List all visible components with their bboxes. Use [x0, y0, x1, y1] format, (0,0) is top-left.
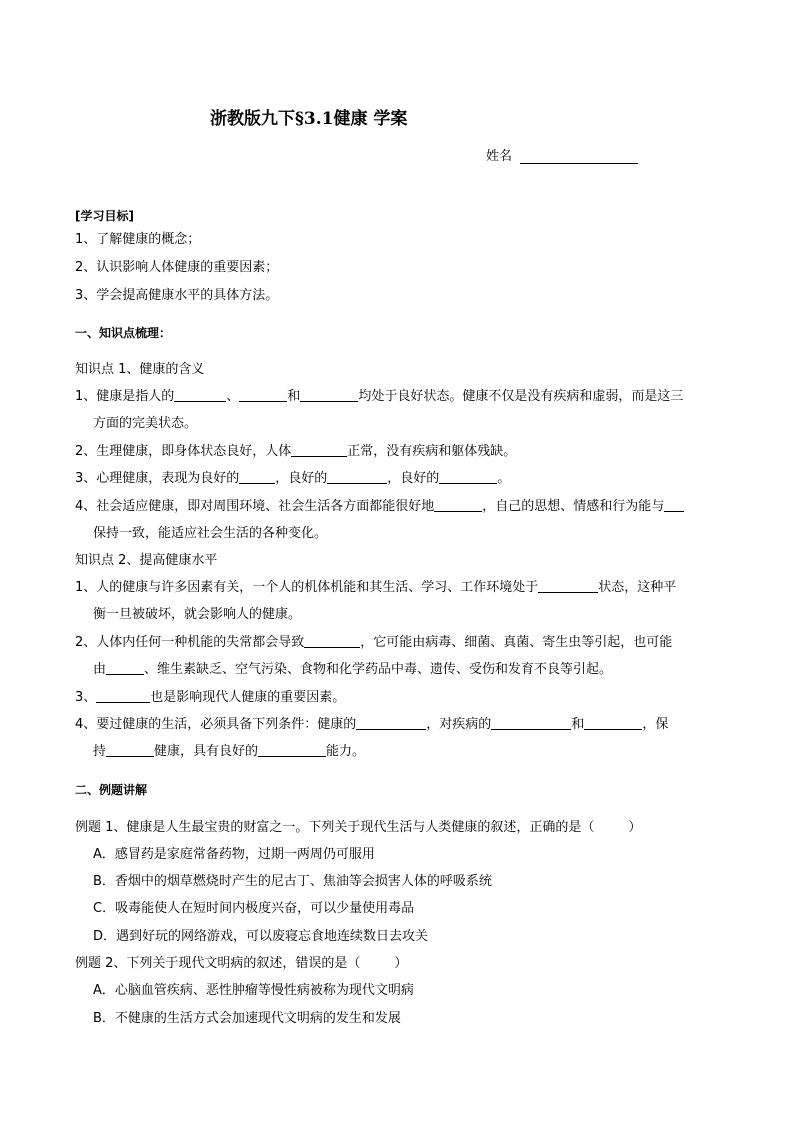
- example-1-option-b: B．香烟中的烟草燃烧时产生的尼古丁、焦油等会损害人体的呼吸系统: [93, 874, 492, 889]
- question-text: 持: [93, 744, 107, 759]
- example-2-option-a: A．心脑血管疾病、恶性肿瘤等慢性病被称为现代文明病: [93, 983, 414, 998]
- question-text: 和: [287, 389, 301, 404]
- kp2-question-1: [75, 578, 676, 598]
- knowledge-point-1-title: 知识点 1、健康的含义: [75, 362, 205, 377]
- kp1-question-3: [75, 469, 510, 489]
- example-1-option-c: C．吸毒能使人在短时间内极度兴奋，可以少量使用毒品: [93, 901, 415, 916]
- question-text: 例题 1、健康是人生最宝贵的财富之一。下列关于现代生活与人类健康的叙述，正确的是（: [75, 820, 595, 835]
- question-text: ，良好的: [387, 471, 440, 486]
- question-text: 能力。: [326, 744, 366, 759]
- question-text: 4、社会适应健康，即对周围环境、社会生活各方面都能很好地: [75, 499, 435, 514]
- kp2-question-2-cont: [93, 660, 612, 680]
- question-text: 1、人的健康与许多因素有关，一个人的机体机能和其生活、学习、工作环境处于: [75, 580, 539, 595]
- example-2-option-b: B．不健康的生活方式会加速现代文明病的发生和发展: [93, 1011, 401, 1026]
- question-text: 。: [497, 471, 511, 486]
- fill-blank[interactable]: [664, 497, 684, 512]
- name-field-row: [486, 145, 638, 164]
- question-text: 、维生素缺乏、空气污染、食物和化学药品中毒、遗传、受伤和发育不良等引起。: [144, 662, 613, 677]
- question-text: 正常，没有疾病和躯体残缺。: [347, 444, 517, 459]
- fill-blank[interactable]: [106, 742, 154, 757]
- question-text: 健康，具有良好的: [154, 744, 259, 759]
- fill-blank[interactable]: [96, 688, 150, 703]
- question-text: 1、健康是指人的: [75, 389, 175, 404]
- section-1-heading: 一、知识点梳理：: [75, 326, 172, 340]
- question-text: 和: [571, 717, 585, 732]
- fill-blank[interactable]: [174, 387, 226, 402]
- fill-blank[interactable]: [239, 387, 287, 402]
- question-text: 、: [226, 389, 240, 404]
- name-label: 姓名: [486, 149, 513, 164]
- fill-blank[interactable]: [327, 469, 387, 484]
- example-2-question: [75, 954, 407, 974]
- objective-item: 3、学会提高健康水平的具体方法。: [75, 288, 279, 303]
- question-text: 2、生理健康，即身体状态良好，人体: [75, 444, 292, 459]
- fill-blank[interactable]: [491, 715, 571, 730]
- example-1-option-d: D．遇到好玩的网络游戏，可以废寝忘食地连续数日去攻关: [93, 929, 429, 944]
- fill-blank[interactable]: [304, 633, 360, 648]
- question-text: 也是影响现代人健康的重要因素。: [150, 690, 346, 705]
- fill-blank[interactable]: [300, 387, 358, 402]
- question-text: ，它可能由病毒、细菌、真菌、寄生虫等引起，也可能: [360, 635, 673, 650]
- question-text: ，良好的: [275, 471, 328, 486]
- question-text: ）: [628, 820, 642, 835]
- question-text: 2、人体内任何一种机能的失常都会导致: [75, 635, 305, 650]
- kp2-question-4: [75, 715, 668, 735]
- kp1-question-4: [75, 497, 684, 517]
- knowledge-point-2-title: 知识点 2、提高健康水平: [75, 553, 218, 568]
- kp2-question-3: [75, 688, 345, 708]
- kp1-question-4-cont: 保持一致，能适应社会生活的各种变化。: [93, 526, 328, 541]
- question-text: ）: [394, 956, 408, 971]
- question-text: ，自己的思想、情感和行为能与: [482, 499, 665, 514]
- question-text: 例题 2、下列关于现代文明病的叙述，错误的是（: [75, 956, 361, 971]
- question-text: 3、: [75, 690, 97, 705]
- objective-item: 2、认识影响人体健康的重要因素；: [75, 260, 279, 275]
- fill-blank[interactable]: [584, 715, 642, 730]
- kp1-question-1: [75, 387, 683, 407]
- kp2-question-4-cont: [93, 742, 365, 762]
- objectives-heading: [学习目标]: [75, 209, 134, 223]
- question-text: ，对疾病的: [426, 717, 492, 732]
- question-text: 3、心理健康，表现为良好的: [75, 471, 240, 486]
- section-2-heading: 二、例题讲解: [75, 783, 148, 797]
- fill-blank[interactable]: [239, 469, 275, 484]
- fill-blank[interactable]: [106, 660, 144, 675]
- kp1-question-1-cont: 方面的完美状态。: [93, 416, 198, 431]
- kp2-question-1-cont: 衡一旦被破坏，就会影响人的健康。: [93, 607, 302, 622]
- kp2-question-2: [75, 633, 672, 653]
- question-text: ，保: [642, 717, 669, 732]
- fill-blank[interactable]: [258, 742, 326, 757]
- example-1-option-a: A．感冒药是家庭常备药物，过期一两周仍可服用: [93, 847, 375, 862]
- fill-blank[interactable]: [434, 497, 482, 512]
- question-text: 4、要过健康的生活，必须具备下列条件：健康的: [75, 717, 357, 732]
- fill-blank[interactable]: [538, 578, 598, 593]
- question-text: 均处于良好状态。健康不仅是没有疾病和虚弱，而是这三: [358, 389, 684, 404]
- question-text: 状态，这种平: [598, 580, 677, 595]
- fill-blank[interactable]: [439, 469, 497, 484]
- kp1-question-2: [75, 442, 516, 462]
- fill-blank[interactable]: [356, 715, 426, 730]
- document-title: 浙教版九下§3.1健康 学案: [210, 109, 408, 129]
- question-text: 由: [93, 662, 107, 677]
- name-blank[interactable]: [520, 149, 638, 164]
- objective-item: 1、了解健康的概念；: [75, 232, 201, 247]
- example-1-question: [75, 818, 641, 838]
- fill-blank[interactable]: [291, 442, 347, 457]
